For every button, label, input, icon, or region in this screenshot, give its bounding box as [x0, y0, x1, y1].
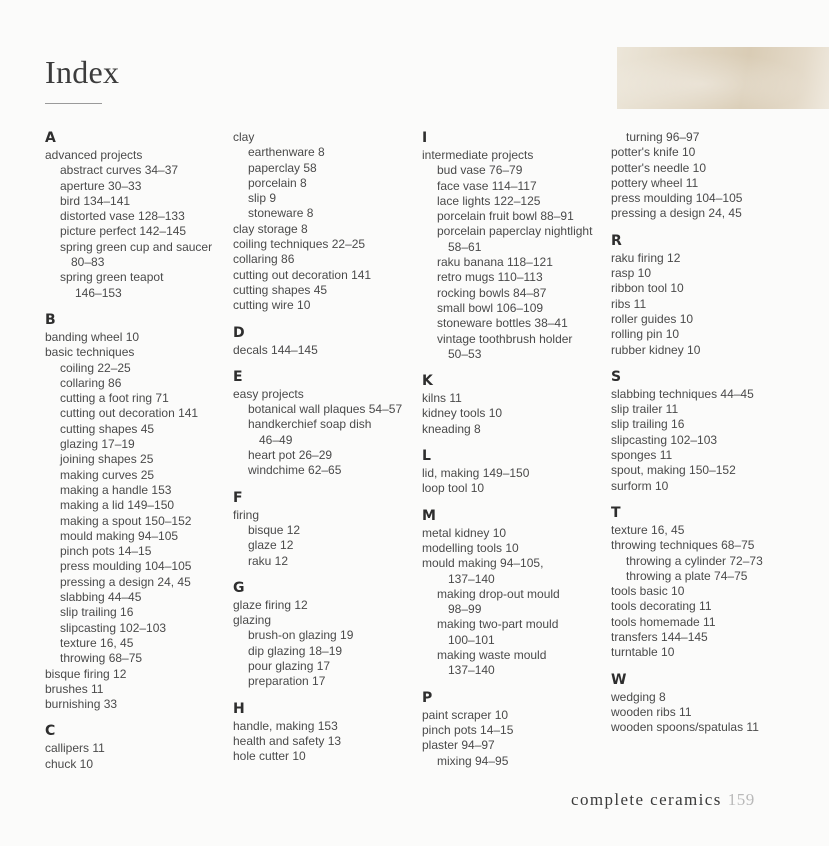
index-subentry: aperture 30–33 — [60, 178, 142, 193]
index-subentry: paperclay 58 — [248, 160, 317, 175]
index-column-2 — [233, 130, 418, 765]
page-title: Index — [45, 54, 120, 90]
index-subentry: spring green cup and saucer — [60, 239, 213, 254]
index-subentry: pour glazing 17 — [248, 659, 331, 674]
index-subentry: making a spout 150–152 — [60, 513, 192, 528]
index-subentry: glaze 12 — [248, 538, 294, 553]
index-subentry: pinch pots 14–15 — [60, 544, 152, 559]
index-entry: cutting wire 10 — [233, 298, 311, 313]
index-letter-heading: I — [422, 130, 428, 146]
index-subentry: press moulding 104–105 — [60, 559, 192, 574]
index-entry: wooden spoons/spatulas 11 — [611, 720, 759, 735]
index-letter-heading: K — [422, 373, 433, 390]
index-subentry: small bowl 106–109 — [437, 300, 544, 315]
index-subentry: distorted vase 128–133 — [60, 209, 185, 224]
index-subentry: mixing 94–95 — [437, 753, 509, 768]
index-entry: spout, making 150–152 — [611, 463, 736, 478]
index-letter-heading: E — [233, 368, 243, 385]
index-subentry: bird 134–141 — [60, 193, 131, 208]
index-entry: cutting shapes 45 — [233, 282, 328, 297]
index-entry-continuation: 98–99 — [448, 602, 482, 617]
index-subentry: bisque 12 — [248, 522, 301, 537]
index-entry: cutting out decoration 141 — [233, 267, 372, 282]
index-subentry: porcelain paperclay nightlight — [437, 224, 593, 239]
index-subentry: cutting out decoration 141 — [60, 406, 199, 421]
index-subentry: making drop-out mould — [437, 586, 560, 601]
index-entry-continuation: 137–140 — [448, 663, 495, 678]
index-subentry: pressing a design 24, 45 — [60, 574, 191, 589]
index-entry-continuation: 100–101 — [448, 632, 495, 647]
index-entry: chuck 10 — [45, 756, 94, 771]
index-subentry: slip trailing 16 — [60, 605, 134, 620]
index-subentry: texture 16, 45 — [60, 635, 134, 650]
index-subentry: turning 96–97 — [626, 130, 700, 144]
index-subentry: making a lid 149–150 — [60, 498, 175, 513]
index-subentry: slabbing 44–45 — [60, 590, 142, 605]
index-letter-heading: M — [422, 507, 436, 524]
index-subentry: botanical wall plaques 54–57 — [248, 402, 403, 417]
index-entry: tools basic 10 — [611, 584, 685, 599]
index-entry: slipcasting 102–103 — [611, 432, 718, 447]
index-entry: roller guides 10 — [611, 311, 694, 326]
index-entry: handle, making 153 — [233, 718, 338, 733]
index-letter-heading: A — [45, 130, 56, 146]
index-letter-heading: H — [233, 700, 245, 717]
index-entry: tools homemade 11 — [611, 614, 716, 629]
index-column-1 — [45, 130, 230, 772]
index-entry: kidney tools 10 — [422, 406, 503, 421]
index-entry: wedging 8 — [611, 689, 666, 704]
index-entry: ribbon tool 10 — [611, 281, 684, 296]
index-subentry: heart pot 26–29 — [248, 448, 333, 463]
index-letter-heading: C — [45, 723, 56, 740]
index-entry: ribs 11 — [611, 296, 647, 311]
title-rule — [45, 103, 102, 104]
index-subentry: collaring 86 — [60, 375, 122, 390]
page-number: 159 — [727, 790, 755, 809]
index-letter-heading: D — [233, 324, 245, 341]
index-letter-heading: R — [611, 232, 622, 249]
index-subentry: face vase 114–117 — [437, 178, 537, 193]
page-footer — [571, 790, 755, 810]
index-subentry: glazing 17–19 — [60, 437, 135, 452]
index-subentry: raku banana 118–121 — [437, 255, 553, 270]
index-entry: coiling techniques 22–25 — [233, 237, 366, 252]
index-subentry: rocking bowls 84–87 — [437, 285, 547, 300]
index-entry: surform 10 — [611, 478, 669, 493]
index-subentry: slipcasting 102–103 — [60, 620, 167, 635]
book-title: complete ceramics — [571, 790, 722, 809]
index-subentry: throwing 68–75 — [60, 651, 143, 666]
index-entry: rasp 10 — [611, 266, 652, 281]
index-entry: glaze firing 12 — [233, 597, 308, 612]
index-letter-heading: F — [233, 489, 243, 506]
index-entry: decals 144–145 — [233, 342, 318, 357]
index-entry: rubber kidney 10 — [611, 342, 701, 357]
index-entry: pressing a design 24, 45 — [611, 206, 742, 221]
index-entry: mould making 94–105, — [422, 556, 544, 571]
index-entry: glazing — [233, 613, 272, 628]
index-letter-heading: P — [422, 689, 433, 706]
index-entry: health and safety 13 — [233, 733, 342, 748]
index-subentry: raku 12 — [248, 553, 289, 568]
index-subentry: vintage toothbrush holder — [437, 331, 573, 346]
index-subentry: picture perfect 142–145 — [60, 224, 187, 239]
index-column-4 — [611, 130, 811, 736]
index-entry: slabbing techniques 44–45 — [611, 386, 754, 401]
index-entry: potter's knife 10 — [611, 145, 696, 160]
index-entry: collaring 86 — [233, 252, 295, 267]
index-entry-continuation: 58–61 — [448, 239, 482, 254]
index-entry: turntable 10 — [611, 645, 675, 660]
index-subentry: porcelain fruit bowl 88–91 — [437, 209, 574, 224]
index-entry: texture 16, 45 — [611, 522, 685, 537]
index-letter-heading: T — [611, 504, 621, 521]
index-entry: intermediate projects — [422, 148, 534, 162]
index-subentry: stoneware bottles 38–41 — [437, 316, 568, 331]
index-subentry: earthenware 8 — [248, 145, 325, 160]
index-entry-continuation: 50–53 — [448, 346, 482, 361]
index-subentry: spring green teapot — [60, 270, 164, 285]
index-subentry: making waste mould — [437, 648, 547, 663]
index-entry: bisque firing 12 — [45, 666, 127, 681]
index-subentry: dip glazing 18–19 — [248, 643, 343, 658]
index-entry: pottery wheel 11 — [611, 175, 699, 190]
index-entry: tools decorating 11 — [611, 599, 712, 614]
index-subentry: lace lights 122–125 — [437, 193, 541, 208]
index-subentry: throwing a plate 74–75 — [626, 568, 748, 583]
index-entry-continuation: 46–49 — [259, 432, 293, 447]
index-entry: throwing techniques 68–75 — [611, 538, 755, 553]
index-subentry: slip 9 — [248, 191, 277, 206]
index-entry: callipers 11 — [45, 741, 105, 756]
index-subentry: abstract curves 34–37 — [60, 163, 179, 178]
index-entry: clay — [233, 130, 255, 144]
index-entry: easy projects — [233, 386, 304, 401]
index-entry: hole cutter 10 — [233, 749, 306, 764]
index-entry: burnishing 33 — [45, 697, 118, 712]
index-entry: kneading 8 — [422, 421, 481, 436]
index-entry: raku firing 12 — [611, 250, 681, 265]
index-subentry: brush-on glazing 19 — [248, 628, 354, 643]
index-entry: basic techniques — [45, 345, 135, 360]
index-letter-heading: G — [233, 579, 245, 596]
index-entry: brushes 11 — [45, 681, 104, 696]
index-entry: banding wheel 10 — [45, 329, 140, 344]
index-entry: firing — [233, 507, 260, 522]
index-entry: pinch pots 14–15 — [422, 722, 514, 737]
index-subentry: windchime 62–65 — [248, 463, 342, 478]
index-entry-continuation: 137–140 — [448, 571, 495, 586]
header-photo — [617, 47, 829, 109]
index-entry: modelling tools 10 — [422, 540, 519, 555]
index-entry: press moulding 104–105 — [611, 191, 743, 206]
index-entry: plaster 94–97 — [422, 738, 495, 753]
index-subentry: bud vase 76–79 — [437, 163, 523, 178]
index-subentry: making curves 25 — [60, 467, 155, 482]
index-entry-continuation: 146–153 — [75, 285, 122, 300]
index-entry: loop tool 10 — [422, 481, 485, 496]
index-subentry: coiling 22–25 — [60, 360, 131, 375]
index-entry: sponges 11 — [611, 448, 673, 463]
index-entry: transfers 144–145 — [611, 630, 708, 645]
index-entry: metal kidney 10 — [422, 525, 507, 540]
index-subentry: cutting shapes 45 — [60, 421, 155, 436]
index-subentry: porcelain 8 — [248, 175, 307, 190]
index-subentry: stoneware 8 — [248, 206, 314, 221]
index-letter-heading: W — [611, 671, 627, 688]
index-letter-heading: B — [45, 311, 56, 328]
index-entry: wooden ribs 11 — [611, 704, 692, 719]
index-letter-heading: L — [422, 448, 431, 465]
index-entry: rolling pin 10 — [611, 327, 680, 342]
index-subentry: making a handle 153 — [60, 482, 172, 497]
index-column-3 — [422, 130, 610, 769]
index-subentry: throwing a cylinder 72–73 — [626, 553, 763, 568]
index-subentry: making two-part mould — [437, 617, 559, 632]
index-subentry: joining shapes 25 — [60, 452, 154, 467]
index-subentry: retro mugs 110–113 — [437, 270, 543, 285]
index-subentry: handkerchief soap dish — [248, 417, 372, 432]
index-entry: clay storage 8 — [233, 221, 308, 236]
index-subentry: preparation 17 — [248, 674, 326, 689]
index-entry-continuation: 80–83 — [71, 255, 105, 270]
index-entry: paint scraper 10 — [422, 707, 509, 722]
index-entry: advanced projects — [45, 148, 143, 162]
index-subentry: mould making 94–105 — [60, 528, 179, 543]
index-entry: slip trailing 16 — [611, 417, 685, 432]
index-entry: potter's needle 10 — [611, 160, 707, 175]
index-entry: kilns 11 — [422, 391, 462, 406]
index-entry: slip trailer 11 — [611, 402, 679, 417]
index-subentry: cutting a foot ring 71 — [60, 391, 169, 406]
index-letter-heading: S — [611, 368, 622, 385]
index-entry: lid, making 149–150 — [422, 466, 530, 481]
